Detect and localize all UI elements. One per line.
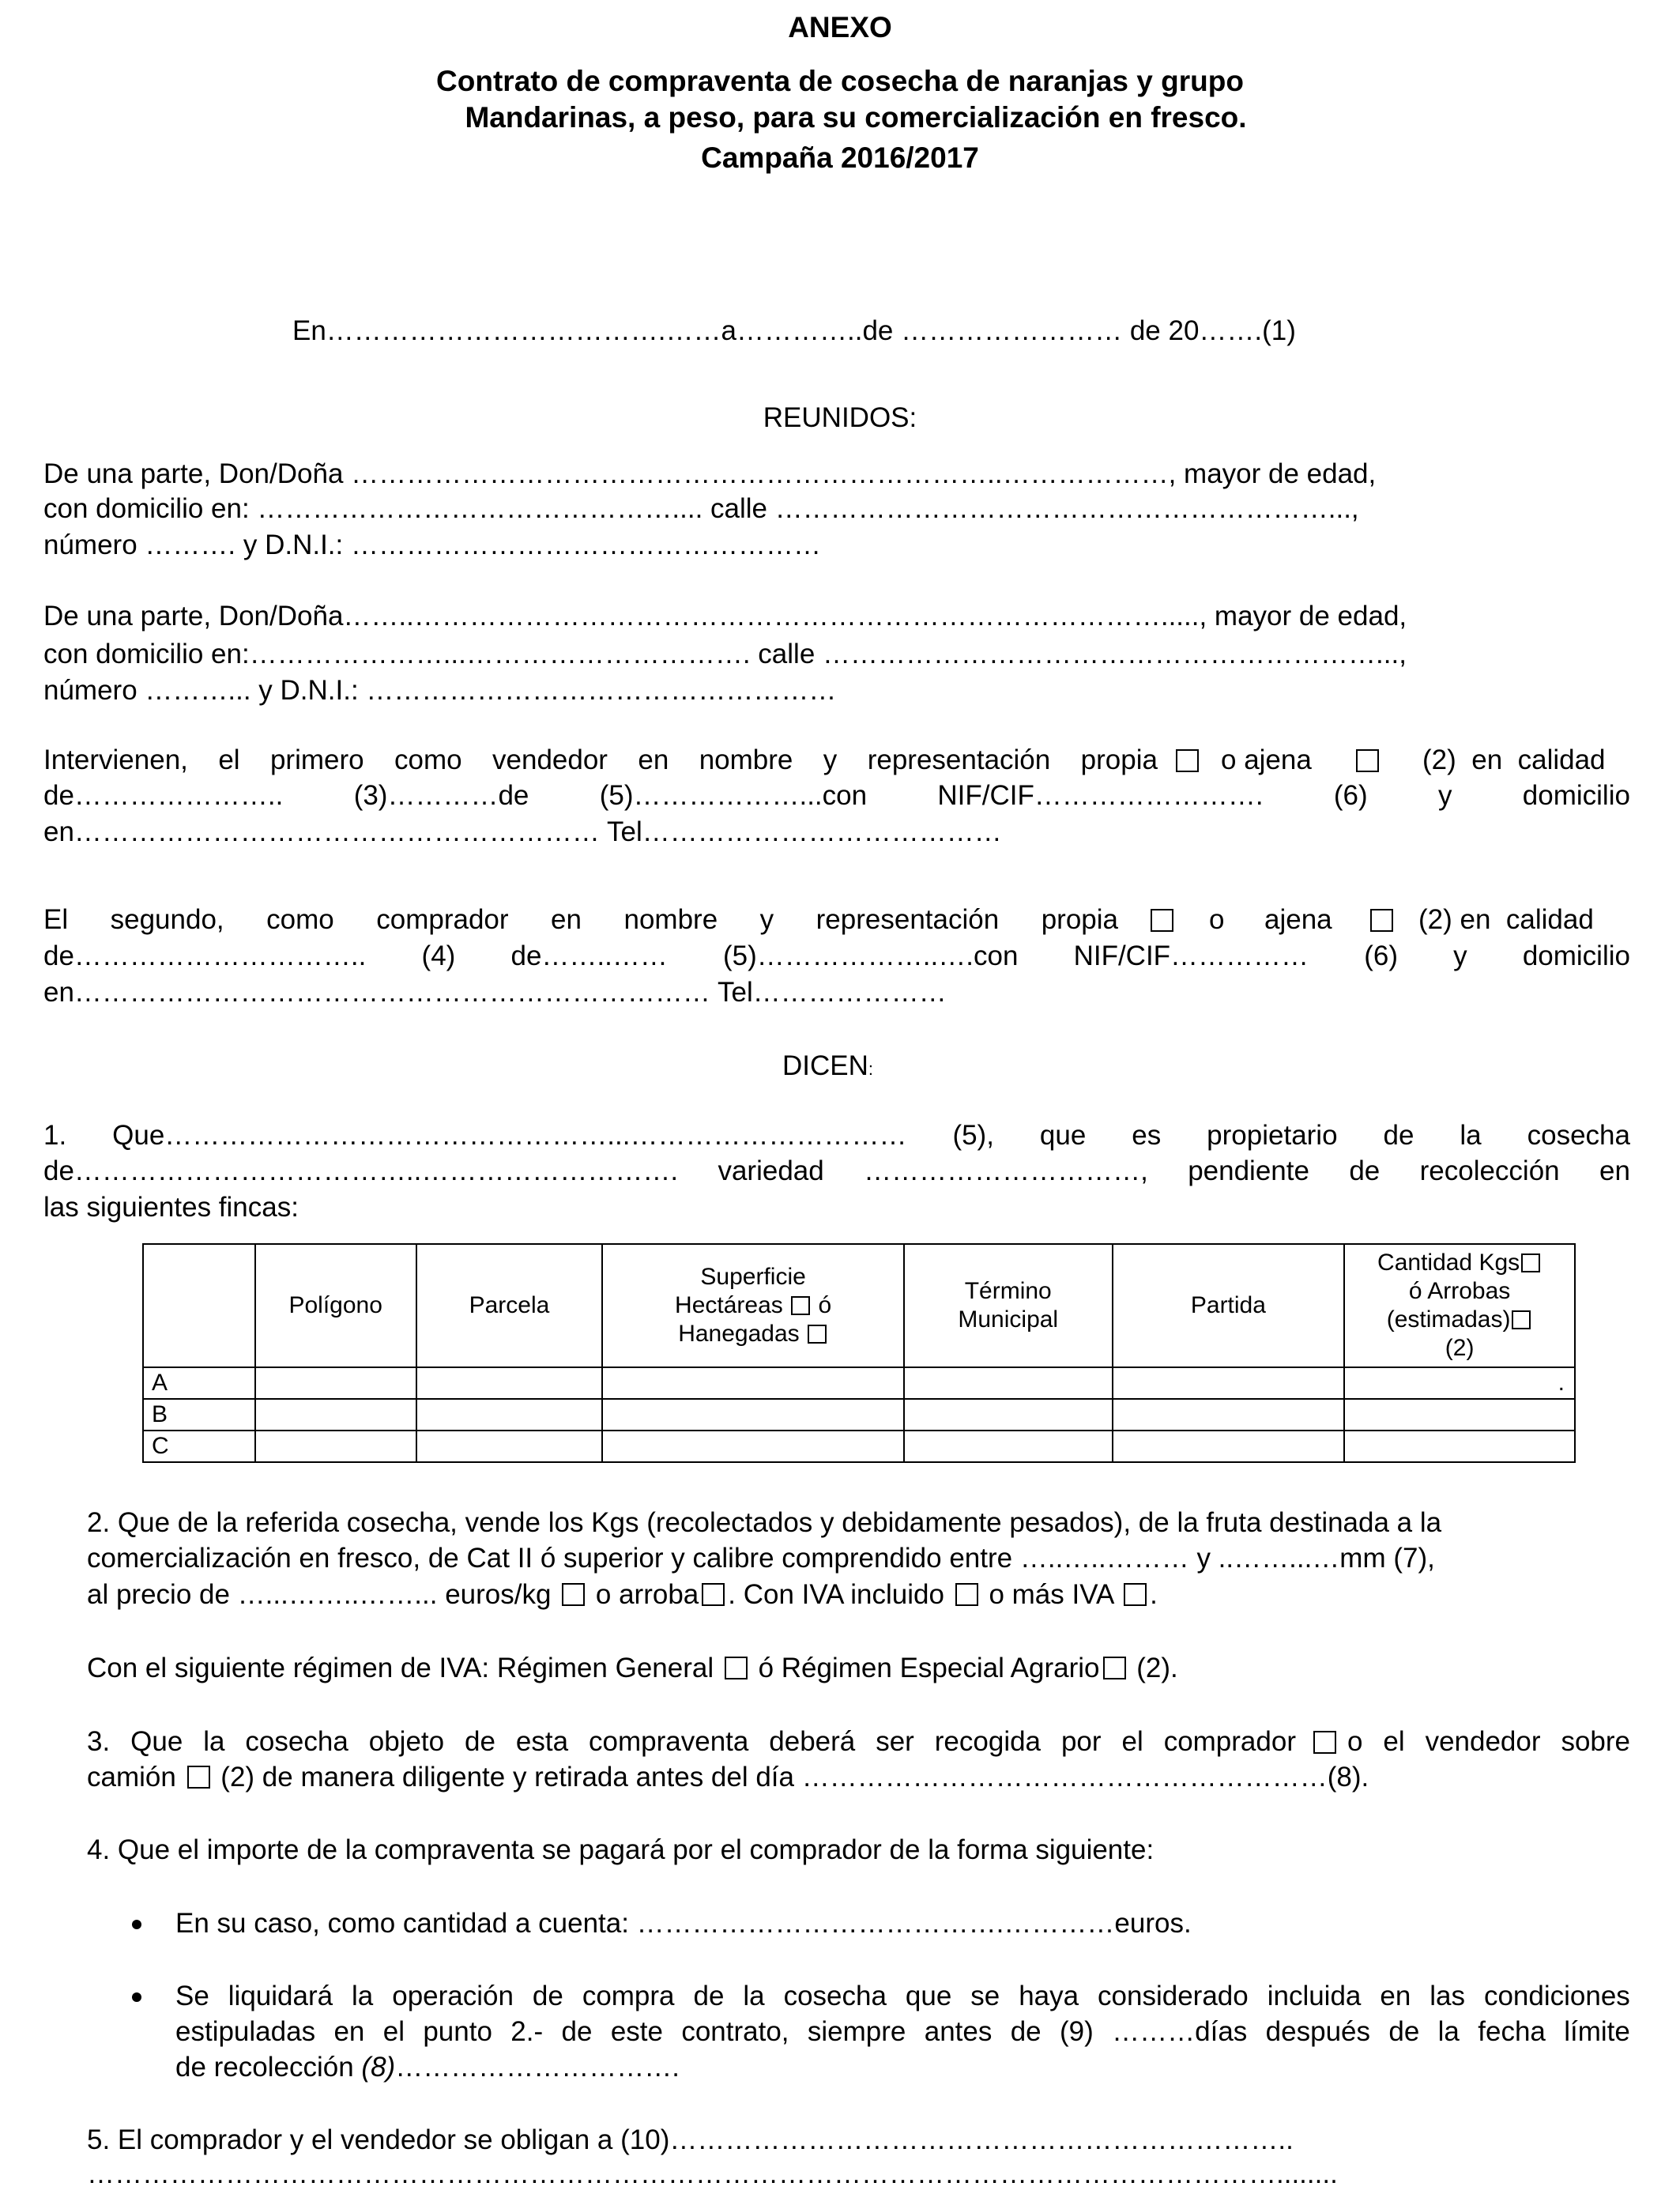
hectareas-checkbox[interactable]	[791, 1296, 810, 1315]
party1-line2[interactable]: con domicilio en: ……………………………………….... calle ……………………………………………………...,	[43, 493, 1359, 524]
table-row	[143, 1399, 1575, 1431]
o-ajena-label: o ajena	[1221, 745, 1312, 775]
word: como	[394, 745, 462, 775]
header-parcela: Parcela	[416, 1244, 603, 1367]
table-cell[interactable]	[904, 1431, 1113, 1462]
word: (6)	[1364, 941, 1398, 971]
row-label: B	[143, 1399, 255, 1431]
header-empty-cell	[143, 1244, 255, 1367]
word: Que…………………………………………...…………………………	[112, 1120, 907, 1151]
dot-mark: .	[1558, 1370, 1565, 1396]
word: segundo,	[110, 904, 224, 935]
dicen-colon: :	[868, 1059, 874, 1079]
word: (5),	[952, 1120, 994, 1151]
word: que	[905, 1981, 952, 2011]
superficie-label: Superficie	[700, 1264, 806, 1290]
table-row	[143, 1431, 1575, 1462]
word: vendedor	[1425, 1726, 1541, 1757]
word: compra	[582, 1981, 675, 2011]
iva-included-checkbox[interactable]	[955, 1583, 978, 1606]
party1-line1[interactable]: De una parte, Don/Doña ……………………………………………………………..………………, mayor de edad,	[43, 458, 1377, 489]
word: domicilio	[1522, 780, 1630, 811]
table-cell[interactable]	[904, 1367, 1113, 1399]
seller-third-party-representation-checkbox[interactable]	[1356, 749, 1379, 772]
word: ………días	[1112, 2016, 1248, 2047]
word: cosecha	[245, 1726, 348, 1757]
word: representación	[867, 745, 1051, 775]
word: contrato,	[681, 2016, 789, 2047]
party2-line2[interactable]: con domicilio en:…………………...…………………………. calle ……………………………………………………...,	[43, 639, 1407, 669]
word: propia	[1041, 904, 1118, 935]
price-text[interactable]: al precio de …...……..……... euros/kg	[87, 1579, 552, 1610]
word: …………………………,	[864, 1155, 1148, 1186]
word: de	[1010, 2016, 1042, 2047]
party2-line1[interactable]: De una parte, Don/Doña……..………………………………………………………………………....., mayor de edad,	[43, 601, 1407, 631]
word: punto	[423, 2016, 492, 2047]
table-cell[interactable]	[416, 1431, 603, 1462]
bullet-icon	[132, 1920, 141, 1929]
word: haya	[1019, 1981, 1079, 2011]
hanegadas-row	[606, 1320, 900, 1348]
hanegadas-checkbox[interactable]	[808, 1325, 827, 1344]
word: la	[352, 1981, 374, 2011]
bullet-icon	[132, 1992, 141, 2002]
arroba-checkbox[interactable]	[702, 1583, 725, 1606]
word: las	[1430, 1981, 1465, 2011]
word: de	[1349, 1155, 1381, 1186]
word: Se	[175, 1981, 209, 2011]
word: compraventa	[589, 1726, 749, 1757]
fincas-table	[142, 1243, 1576, 1463]
word: de	[532, 1981, 563, 2011]
word: comprador	[376, 904, 509, 935]
word: 3.	[87, 1726, 111, 1757]
word: propietario	[1207, 1120, 1338, 1151]
regimen-line	[87, 1651, 1178, 1686]
word: sobre	[1561, 1726, 1630, 1757]
word: de	[1383, 1120, 1414, 1151]
recoleccion-label: de recolección	[175, 2052, 362, 2083]
regimen-agrario-label: ó Régimen Especial Agrario	[758, 1653, 1100, 1683]
word: objeto	[368, 1726, 445, 1757]
estimadas-label: (estimadas)	[1386, 1306, 1511, 1333]
word: (5)………………..….con	[723, 941, 1019, 971]
word: vendedor	[492, 745, 608, 775]
regimen-general-label: Con el siguiente régimen de IVA: Régimen General	[87, 1653, 714, 1683]
word: liquidará	[228, 1981, 333, 2011]
clause4-bullet1[interactable]: En su caso, como cantidad a cuenta: ………………………………….…………euros.	[175, 1908, 1192, 1939]
clause2-line3	[87, 1578, 1158, 1612]
word: 2.-	[510, 2016, 544, 2047]
clause3-line1a	[87, 1725, 1296, 1759]
o-label: ó	[818, 1292, 832, 1318]
party1-line3[interactable]: número ………. y D.N.I.: ……………………………………………	[43, 530, 821, 560]
clause1-line3: las siguientes fincas:	[43, 1192, 299, 1223]
word: límite	[1564, 2016, 1630, 2047]
termino-line2: Municipal	[958, 1306, 1059, 1333]
party2-line3[interactable]: número ………... y D.N.I.: ……………………………………………	[43, 675, 837, 706]
segundo-line1a	[43, 903, 1118, 937]
clause4-bullet2-line2[interactable]	[175, 2015, 1630, 2049]
table-cell[interactable]	[1113, 1367, 1345, 1399]
word: por	[1060, 1726, 1102, 1757]
word: como	[266, 904, 334, 935]
regimen-general-checkbox[interactable]	[725, 1657, 748, 1679]
word: pendiente	[1188, 1155, 1309, 1186]
word: esta	[515, 1726, 569, 1757]
word: 1.	[43, 1120, 67, 1151]
word: propia	[1080, 745, 1158, 775]
seller-on-truck-checkbox[interactable]	[187, 1766, 210, 1789]
table-cell[interactable]	[602, 1431, 904, 1462]
cantidad-kgs-label: Cantidad Kgs	[1377, 1250, 1520, 1276]
iva-included-label: . Con IVA incluido	[728, 1579, 944, 1610]
word: (9)	[1060, 2016, 1094, 2047]
word: variedad	[718, 1155, 824, 1186]
table-cell[interactable]	[602, 1399, 904, 1431]
word: cosecha	[1527, 1120, 1630, 1151]
table-row	[143, 1367, 1575, 1399]
word: la	[203, 1726, 225, 1757]
place-date-line[interactable]: En……………………………….……a…………..de …………………… de 20…….(1)	[292, 315, 1296, 346]
table-cell[interactable]	[416, 1399, 603, 1431]
intervienen-line2[interactable]	[43, 778, 1630, 813]
word: ser	[876, 1726, 914, 1757]
table-cell[interactable]	[1344, 1367, 1575, 1399]
header-poligono: Polígono	[255, 1244, 416, 1367]
kgs-checkbox[interactable]	[1521, 1253, 1540, 1272]
word: de	[465, 1726, 495, 1757]
clause4-bullet2-line3[interactable]	[175, 2050, 680, 2085]
word: recolección	[1419, 1155, 1560, 1186]
clause5-line2[interactable]: …………………………………………………………………………………………………………………........	[87, 2158, 1338, 2189]
table-cell[interactable]	[1344, 1399, 1575, 1431]
arroba-label: o arroba	[595, 1579, 699, 1610]
word: este	[610, 2016, 663, 2047]
word: el	[382, 2016, 405, 2047]
word: en	[551, 904, 582, 935]
header-superficie	[602, 1244, 904, 1367]
termino-line1: Término	[964, 1278, 1052, 1304]
word: El	[43, 904, 69, 935]
word: siempre	[807, 2016, 906, 2047]
table-cell[interactable]	[255, 1431, 416, 1462]
word: el	[1383, 1726, 1405, 1757]
plus-iva-label: o más IVA	[989, 1579, 1113, 1610]
word: estipuladas	[175, 2016, 316, 2047]
clause5-line1[interactable]: 5. El comprador y el vendedor se obligan a (10)…………………………………………………………..	[87, 2124, 1294, 2155]
word: de………………………………..……………………….	[43, 1155, 679, 1186]
table-cell[interactable]	[1344, 1431, 1575, 1462]
word: de	[1388, 2016, 1420, 2047]
table-cell[interactable]	[255, 1399, 416, 1431]
word: primero	[269, 745, 364, 775]
word: en	[333, 2016, 365, 2047]
clause2-line2[interactable]: comercialización en fresco, de Cat II ó superior y calibre comprendido entre …..…..……… y ..……...…mm (7),	[87, 1543, 1435, 1574]
dicen-text: DICEN	[782, 1050, 868, 1081]
contract-title-line1: Contrato de compraventa de cosecha de naranjas y grupo	[436, 65, 1244, 97]
word: la	[743, 1981, 765, 2011]
word: se	[970, 1981, 1000, 2011]
word: comprador	[1163, 1726, 1296, 1757]
annex-label: ANEXO	[788, 11, 892, 43]
word: y	[823, 745, 838, 775]
word: nombre	[699, 745, 793, 775]
word: el	[218, 745, 240, 775]
clause4-line1: 4. Que el importe de la compraventa se pagará por el comprador de la forma siguiente:	[87, 1834, 1155, 1865]
regimen-agrario-checkbox[interactable]	[1103, 1657, 1126, 1679]
calidad2-label: (2) en calidad	[1418, 904, 1594, 935]
ajena-label: ajena	[1264, 904, 1332, 935]
clause3-line1b	[1347, 1725, 1630, 1759]
row-label: C	[143, 1431, 255, 1462]
arrobas-checkbox[interactable]	[1512, 1310, 1531, 1329]
word: o	[1347, 1726, 1363, 1757]
table-header-row	[143, 1244, 1575, 1367]
word: (6)	[1333, 780, 1368, 811]
word: en	[1380, 1981, 1411, 2011]
cantidad-note: (2)	[1445, 1335, 1475, 1361]
kgs-row	[1348, 1249, 1571, 1277]
word: y	[1453, 941, 1467, 971]
segundo-line3[interactable]: en…………………………………………………………… Tel…………………	[43, 977, 947, 1008]
seller-own-representation-checkbox[interactable]	[1176, 749, 1199, 772]
collected-by-buyer-checkbox[interactable]	[1313, 1731, 1336, 1754]
campaign-label: Campaña 2016/2017	[701, 141, 979, 174]
word: y	[1437, 780, 1452, 811]
segundo-line2[interactable]	[43, 939, 1630, 974]
hanegadas-label: Hanegadas	[678, 1321, 800, 1347]
word: de	[693, 1981, 725, 2011]
clause3-line2	[87, 1760, 1369, 1795]
buyer-third-party-representation-checkbox[interactable]	[1370, 909, 1393, 932]
word: de……..……	[510, 941, 668, 971]
hectareas-label: Hectáreas	[675, 1292, 783, 1318]
word: la	[1460, 1120, 1482, 1151]
word: de…………………………..	[43, 941, 367, 971]
word: antes	[924, 2016, 993, 2047]
word: nombre	[623, 904, 718, 935]
intervienen-line1a	[43, 743, 1158, 778]
recoleccion-blank: ………………………….	[395, 2052, 680, 2083]
hectareas-row	[606, 1291, 900, 1320]
calidad-text: (2) en calidad	[1422, 745, 1606, 775]
word: domicilio	[1522, 941, 1630, 971]
word: fecha	[1478, 2016, 1546, 2047]
header-cantidad	[1344, 1244, 1575, 1367]
word: es	[1132, 1120, 1162, 1151]
estimadas-row	[1348, 1306, 1571, 1334]
table-cell[interactable]	[1113, 1399, 1345, 1431]
dicen-heading	[782, 1049, 873, 1087]
calidad-label	[1422, 743, 1629, 778]
clause1-line2[interactable]	[43, 1154, 1630, 1189]
header-partida: Partida	[1113, 1244, 1345, 1367]
euros-kg-checkbox[interactable]	[562, 1583, 585, 1606]
period: .	[1150, 1579, 1158, 1610]
clause1-line1[interactable]	[43, 1118, 1630, 1153]
buyer-own-representation-checkbox[interactable]	[1151, 909, 1173, 932]
header-termino	[904, 1244, 1113, 1367]
table-cell[interactable]	[1113, 1431, 1345, 1462]
word: (4)	[421, 941, 456, 971]
contract-title-line2: Mandarinas, a peso, para su comercialización en fresco.	[465, 101, 1247, 134]
table-cell[interactable]	[602, 1367, 904, 1399]
word: NIF/CIF…………………….	[937, 780, 1264, 811]
o-label: o	[1209, 904, 1225, 935]
regimen-note: (2).	[1136, 1653, 1178, 1683]
word: deberá	[769, 1726, 856, 1757]
arrobas-label: ó Arrobas	[1408, 1278, 1511, 1304]
word: incluida	[1267, 1981, 1362, 2011]
word: recogida	[934, 1726, 1042, 1757]
word: condiciones	[1483, 1981, 1630, 2011]
word: después	[1265, 2016, 1370, 2047]
reunidos-heading: REUNIDOS:	[763, 402, 917, 433]
word: considerado	[1098, 1981, 1249, 2011]
word: cosecha	[783, 1981, 887, 2011]
word: Que	[130, 1726, 183, 1757]
clause4-bullet2-line1	[175, 1979, 1630, 2014]
row-label: A	[143, 1367, 255, 1399]
word: el	[1121, 1726, 1143, 1757]
intervienen-line3[interactable]: en………………………………………………… Tel…………………………………	[43, 816, 1002, 847]
word: en	[638, 745, 669, 775]
word: (5)………………...con	[599, 780, 868, 811]
word: NIF/CIF……………	[1073, 941, 1309, 971]
word: y	[759, 904, 774, 935]
word: operación	[392, 1981, 514, 2011]
word: de	[561, 2016, 593, 2047]
plus-iva-checkbox[interactable]	[1124, 1583, 1147, 1606]
word: que	[1039, 1120, 1087, 1151]
table-cell[interactable]	[416, 1367, 603, 1399]
word: en	[1599, 1155, 1630, 1186]
table-cell[interactable]	[904, 1399, 1113, 1431]
word: (3)…………de	[353, 780, 529, 811]
clause3-deadline[interactable]: (2) de manera diligente y retirada antes del día …………………………………………………(8).	[220, 1762, 1369, 1793]
note-8: (8)	[361, 2052, 396, 2083]
word: Intervienen,	[43, 745, 188, 775]
camion-label: camión	[87, 1762, 176, 1793]
word: de…………………..	[43, 780, 284, 811]
word: representación	[816, 904, 1000, 935]
word: la	[1437, 2016, 1460, 2047]
table-cell[interactable]	[255, 1367, 416, 1399]
clause2-line1: 2. Que de la referida cosecha, vende los Kgs (recolectados y debidamente pesados), de la fruta destinada a la	[87, 1507, 1442, 1538]
